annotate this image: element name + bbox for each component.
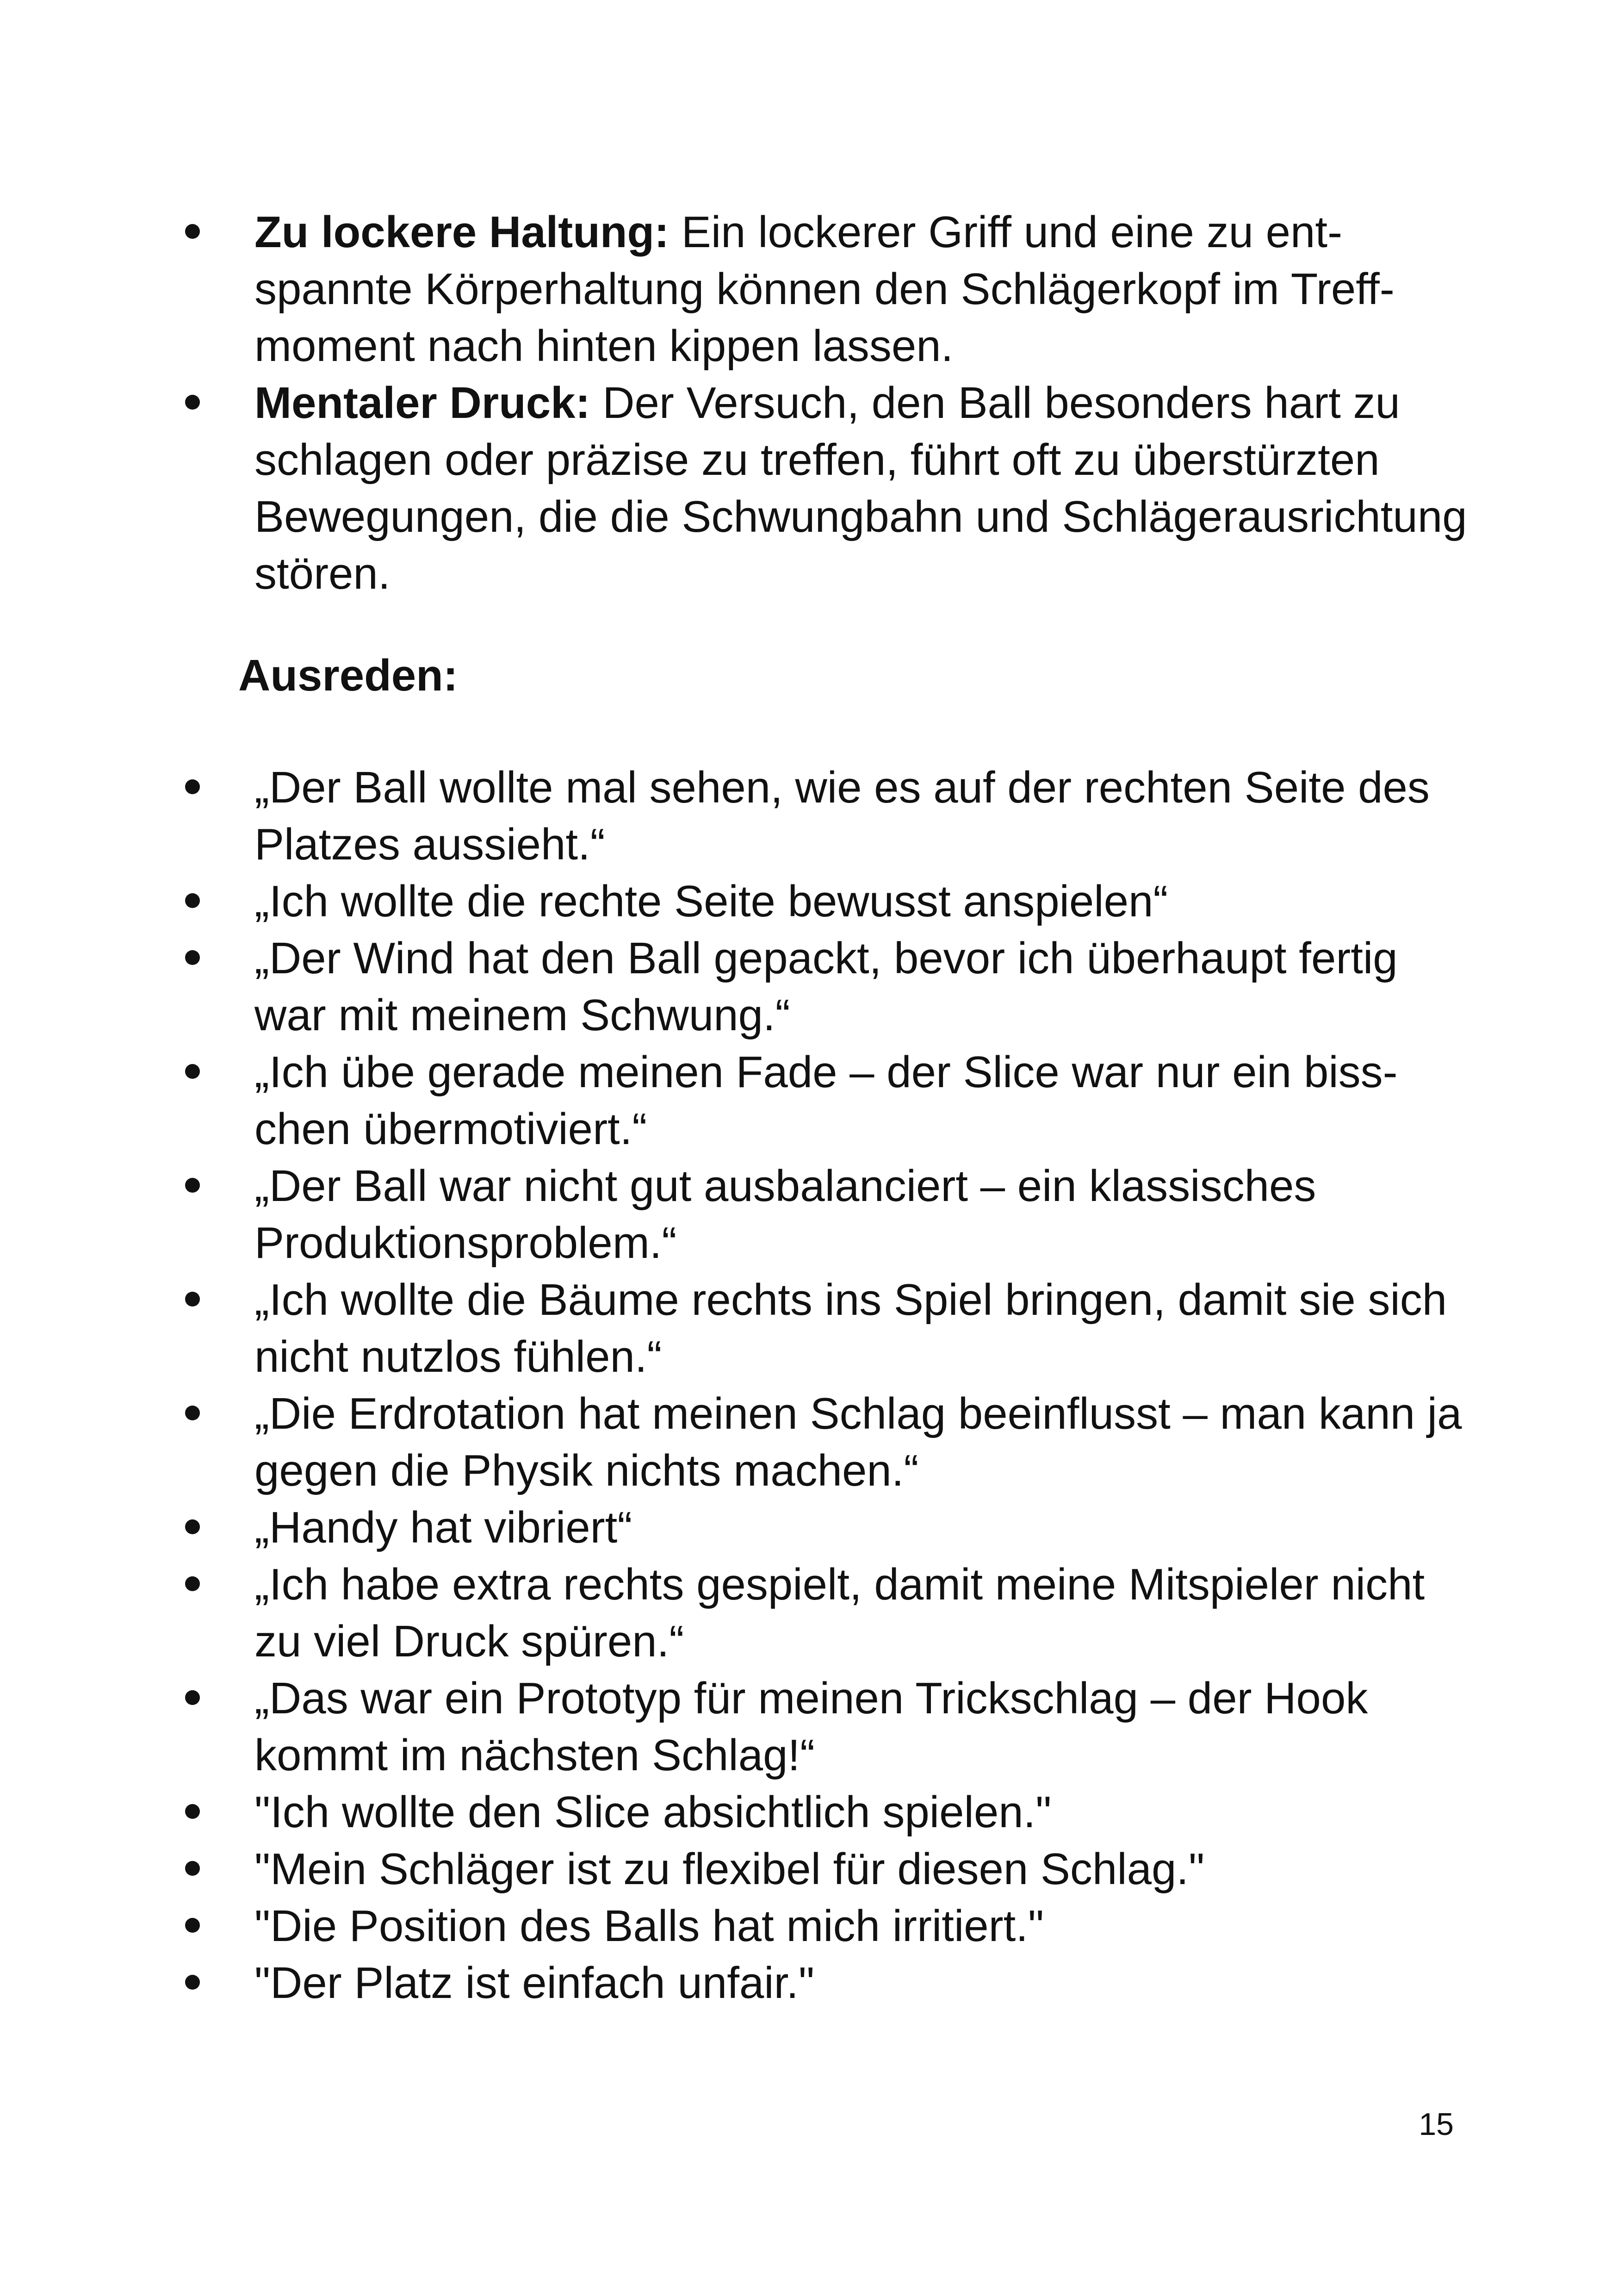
list-item: „Ich habe extra rechts gespielt, damit meine Mitspieler nicht zu viel Druck spüren.“ — [185, 1556, 1471, 1670]
list-item: "Der Platz ist einfach unfair." — [185, 1954, 1471, 2011]
excuses-list — [185, 759, 1471, 2011]
list-item: „Der Ball wollte mal sehen, wie es auf der rechten Seite des Platzes aussieht.“ — [185, 759, 1471, 873]
list-item — [185, 204, 1471, 374]
causes-list — [185, 204, 1471, 602]
list-item: „Ich wollte die Bäume rechts ins Spiel bringen, damit sie sich nicht nutzlos fühlen.“ — [185, 1271, 1471, 1385]
list-item: „Der Ball war nicht gut ausbalanciert – ein klassisches Produktionsproblem.“ — [185, 1157, 1471, 1271]
list-item: "Die Position des Balls hat mich irritiert." — [185, 1898, 1471, 1954]
list-item: „Der Wind hat den Ball gepackt, bevor ich überhaupt fertig war mit meinem Schwung.“ — [185, 930, 1471, 1044]
item-term: Zu lockere Haltung: — [254, 207, 670, 257]
excuses-heading: Ausreden: — [238, 651, 458, 700]
list-item: "Mein Schläger ist zu flexibel für diesen Schlag." — [185, 1841, 1471, 1898]
list-item: „Das war ein Prototyp für meinen Trickschlag – der Hook kommt im nächsten Schlag!“ — [185, 1670, 1471, 1784]
list-item: „Handy hat vibriert“ — [185, 1499, 1471, 1556]
item-term: Mentaler Druck: — [254, 378, 590, 428]
page-number: 15 — [1419, 2107, 1454, 2142]
list-item: "Ich wollte den Slice absichtlich spielen." — [185, 1784, 1471, 1841]
list-item: „Ich übe gerade meinen Fade – der Slice war nur ein bisschen übermotiviert.“ — [185, 1044, 1471, 1157]
list-item — [185, 374, 1471, 602]
list-item: „Die Erdrotation hat meinen Schlag beeinflusst – man kann ja gegen die Physik nichts machen.“ — [185, 1385, 1471, 1499]
item-text: Ein lockerer Griff und eine zu entspannte Körperhaltung können den Schlägerkopf im Treffmoment nach hinten kippen lassen. — [254, 207, 1395, 371]
list-item: „Ich wollte die rechte Seite bewusst anspielen“ — [185, 873, 1471, 930]
item-text: Der Versuch, den Ball besonders hart zu schlagen oder präzise zu treffen, führt oft zu überstürzten Bewegungen, die die Schwungbahn und Schlägerausrichtung stören. — [254, 378, 1467, 598]
